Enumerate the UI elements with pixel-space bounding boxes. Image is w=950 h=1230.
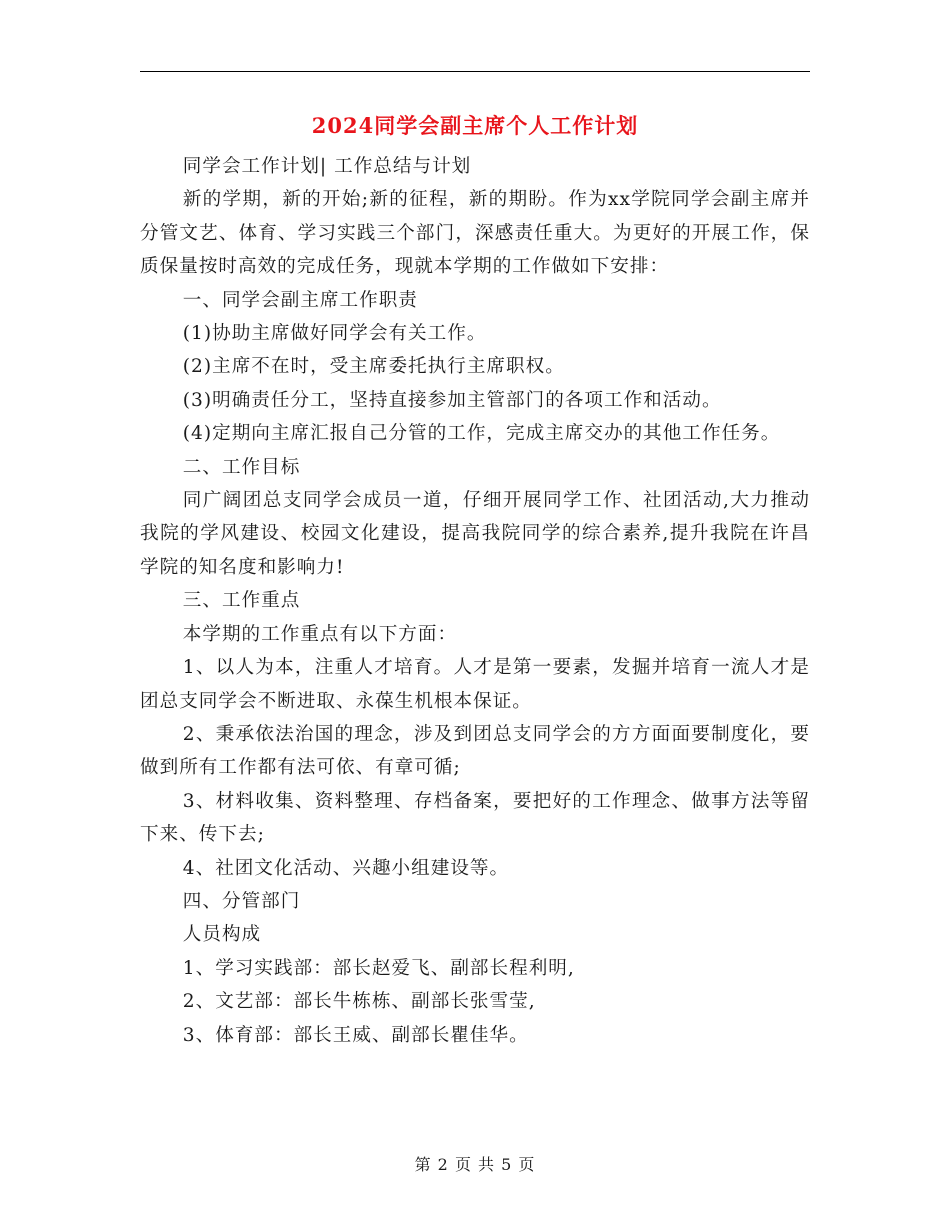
list-item: 2、秉承依法治国的理念，涉及到团总支同学会的方方面面要制度化，要做到所有工作都有法可依、有章可循; [140, 723, 810, 779]
paragraph-subtitle: 同学会工作计划| 工作总结与计划 [182, 156, 472, 177]
list-item: 2、文艺部：部长牛栋栋、副部长张雪莹, [182, 991, 536, 1013]
document-body [140, 150, 810, 1052]
section-heading-focus: 三、工作重点 [182, 590, 301, 612]
paragraph-goals: 同广阔团总支同学会成员一道，仔细开展同学工作、社团活动,大力推动我院的学风建设、校园文化建设，提高我院同学的综合素养,提升我院在许昌学院的知名度和影响力! [140, 490, 810, 578]
list-item: 3、材料收集、资料整理、存档备案，要把好的工作理念、做事方法等留下来、传下去; [140, 790, 810, 846]
list-item: 1、以人为本，注重人才培育。人才是第一要素，发掘并培育一流人才是团总支同学会不断进取、永葆生机根本保证。 [140, 657, 810, 712]
paragraph-staff-heading: 人员构成 [182, 924, 262, 946]
list-item: 3、体育部：部长王威、副部长瞿佳华。 [182, 1024, 529, 1046]
paragraph-focus-intro: 本学期的工作重点有以下方面： [182, 623, 458, 645]
list-item: 4、社团文化活动、兴趣小组建设等。 [182, 857, 510, 879]
document-title: 2024同学会副主席个人工作计划 [311, 113, 639, 138]
section-heading-duties: 一、同学会副主席工作职责 [182, 289, 418, 311]
list-item: (1)协助主席做好同学会有关工作。 [182, 323, 487, 345]
page-number: 第 2 页 共 5 页 [414, 1155, 536, 1174]
list-item: (4)定期向主席汇报自己分管的工作，完成主席交办的其他工作任务。 [182, 423, 781, 445]
list-item: 1、学习实践部：部长赵爱飞、副部长程利明, [182, 957, 575, 979]
section-heading-departments: 四、分管部门 [182, 890, 301, 912]
section-heading-goals: 二、工作目标 [182, 456, 301, 478]
paragraph-intro: 新的学期，新的开始;新的征程，新的期盼。作为xx学院同学会副主席并分管文艺、体育、学习实践三个部门，深感责任重大。为更好的开展工作，保质保量按时高效的完成任务，现就本学期的工作做如下安排： [140, 189, 810, 278]
list-item: (2)主席不在时，受主席委托执行主席职权。 [182, 356, 565, 378]
header-rule [140, 71, 810, 72]
list-item: (3)明确责任分工，坚持直接参加主管部门的各项工作和活动。 [182, 389, 722, 411]
